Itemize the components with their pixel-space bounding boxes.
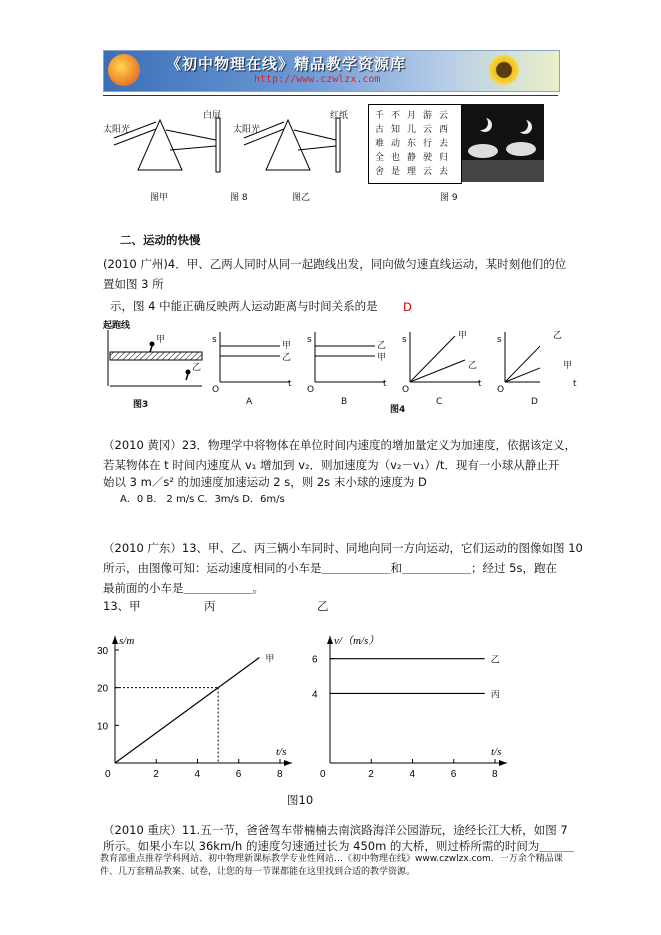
x-tick-label: 0 [320, 769, 326, 780]
x-tick-label: 2 [368, 769, 374, 780]
q3-answer-1: 13、甲 [103, 599, 141, 613]
fig8-left-light: 太阳光 [103, 125, 131, 135]
fig4-origin: O [497, 385, 505, 395]
fig4-s-label: s [307, 335, 312, 345]
fig4-origin: O [402, 385, 410, 395]
fig4-t-label: t [573, 379, 577, 389]
x-tick-label: 4 [194, 769, 201, 780]
q3-line1: （2010 广东）13、甲、乙、丙三辆小车同时、同地向同一方向运动，它们运动的图像如图 10 [103, 541, 583, 555]
header-banner [103, 50, 560, 92]
series-line [115, 658, 259, 763]
y-tick-label: 20 [97, 683, 109, 695]
sunflower-icon [489, 55, 519, 85]
x-tick-label: 6 [235, 769, 242, 780]
y-tick-label: 6 [312, 654, 318, 666]
q2-options: A．0 B． 2 m/s C．3m/s D．6m/s [120, 494, 285, 505]
fig8-right-screen: 红纸 [330, 111, 349, 121]
fig3-caption: 图3 [133, 400, 149, 410]
x-arrow [499, 760, 507, 766]
fig4-line-shallow [410, 360, 465, 382]
fig4-origin: O [212, 385, 220, 395]
fig4-option-letter: C [436, 397, 443, 407]
y-axis-label: s/m [119, 635, 135, 647]
banner-title: 《初中物理在线》精品教学资源库 [166, 55, 407, 73]
fig4-top-label: 甲 [282, 341, 292, 351]
banner-url[interactable]: http://www.czwlzx.com [254, 74, 381, 85]
fig4-s-label: s [497, 335, 502, 345]
fig4-t-label: t [383, 379, 387, 389]
chart-v-t [310, 615, 540, 780]
fig9-caption: 图 9 [440, 193, 458, 203]
y-arrow [327, 636, 333, 644]
x-tick-label: 6 [450, 769, 457, 780]
poem-row: 舍是理云去 [375, 167, 456, 177]
q1-line3: 示，图 4 中能正确反映两人运动距离与时间关系的是 [110, 299, 378, 313]
series-label: 乙 [490, 655, 500, 666]
chart-s-t [95, 615, 315, 780]
q4-line2: 所示。如果小车以 36km/h 的速度匀速通过长为 450m 的大桥，则过桥所需的时间为＿＿＿ [103, 839, 574, 853]
q2-line1: （2010 黄冈）23．物理学中将物体在单位时间内速度的增加量定义为加速度，依据该定义， [103, 438, 577, 452]
poem-row: 难动东行去 [375, 139, 456, 149]
y-tick-label: 30 [97, 646, 109, 657]
night-scene-image [462, 104, 544, 182]
fig3-jia: 甲 [156, 335, 166, 345]
series-label: 甲 [265, 654, 275, 665]
fig8-left-caption: 图甲 [150, 193, 169, 203]
q3-answer-2: 丙 [204, 599, 216, 613]
q1-line1: (2010 广州)4．甲、乙两人同时从同一起跑线出发，同向做匀速直线运动，某时刻他们的位 [103, 257, 567, 271]
x-tick-label: 2 [153, 769, 159, 780]
fig4-origin: O [307, 385, 315, 395]
fig3-start-label: 起跑线 [103, 321, 131, 331]
fig4-option-letter: A [246, 397, 253, 407]
x-axis-label: t/s [276, 746, 287, 758]
y-tick-label: 10 [97, 721, 109, 733]
q1-line2: 置如图 3 所 [103, 277, 164, 291]
section-heading: 二、运动的快慢 [120, 233, 201, 247]
q3-answer-3: 乙 [317, 599, 329, 613]
fig4-s-label: s [212, 335, 217, 345]
q2-line3: 始以 3 m／s² 的加速度加速运动 2 s，则 2s 末小球的速度为 D [103, 475, 427, 489]
poem-row: 全也静驶归 [375, 153, 456, 163]
x-axis-label: t/s [491, 746, 502, 758]
x-tick-label: 4 [409, 769, 416, 780]
fig3-yi: 乙 [192, 363, 202, 373]
fig8-right-caption: 图乙 [292, 193, 311, 203]
logo-icon [108, 54, 140, 86]
q1-answer: D [403, 300, 412, 314]
fig4-bottom-label: 甲 [563, 361, 573, 371]
fig4-top-label: 乙 [553, 331, 563, 341]
series-label: 丙 [490, 690, 500, 701]
fig4-top-label: 甲 [458, 331, 468, 341]
fig4-line-steep [410, 336, 455, 382]
q3-line2: 所示，由图像可知：运动速度相同的小车是＿＿＿＿＿＿和＿＿＿＿＿＿；经过 5s，跑在 [103, 561, 557, 575]
fig8-left-screen: 白屏 [203, 111, 222, 121]
y-axis-label: v/（m/s） [334, 635, 380, 647]
q3-line3: 最前面的小车是＿＿＿＿＿＿。 [103, 581, 264, 595]
figure-9 [368, 104, 544, 182]
poem-row: 千不月游云 [375, 111, 456, 121]
fig8-center-caption: 图 8 [230, 193, 248, 203]
fig4-t-label: t [478, 379, 482, 389]
fig8-right-light: 太阳光 [233, 125, 261, 135]
x-tick-label: 8 [277, 769, 283, 780]
fig4-option-letter: D [531, 397, 538, 407]
fig4-t-label: t [288, 379, 292, 389]
poem-grid [368, 104, 462, 184]
q4-line1: （2010 重庆）11.五一节，爸爸驾车带楠楠去南滨路海洋公园游玩，途经长江大桥，如图 7 [103, 823, 568, 837]
y-arrow [112, 636, 118, 644]
x-tick-label: 8 [492, 769, 498, 780]
footer-ad: 教育部重点推荐学科网站、初中物理新课标教学专业性网站…《初中物理在线》www.czwlzx.com．一万余个精品课件、几万套精品教案、试卷，让您的每一节课都能在这里找到合适的教学资源。 [100, 854, 563, 877]
figure-4 [210, 328, 540, 388]
fig4-option-letter: B [341, 397, 348, 407]
poem-row: 古知儿云西 [375, 125, 456, 135]
x-tick-label: 0 [105, 769, 111, 780]
fig4-s-label: s [402, 335, 407, 345]
fig4-caption: 图4 [390, 405, 406, 415]
fig4-top-label: 乙 [377, 341, 387, 351]
fig4-line-shallow [505, 360, 540, 382]
fig4-bottom-label: 乙 [282, 353, 292, 363]
fig10-caption: 图10 [287, 793, 314, 807]
fig4-bottom-label: 乙 [468, 361, 478, 371]
fig4-bottom-label: 甲 [377, 353, 387, 363]
header-rule [103, 95, 558, 96]
q2-line2: 若某物体在 t 时间内速度从 v₁ 增加到 v₂．则加速度为（v₂－v₁）/t．现有一小球从静止开 [103, 458, 560, 472]
x-arrow [284, 760, 292, 766]
y-tick-label: 4 [312, 689, 318, 701]
